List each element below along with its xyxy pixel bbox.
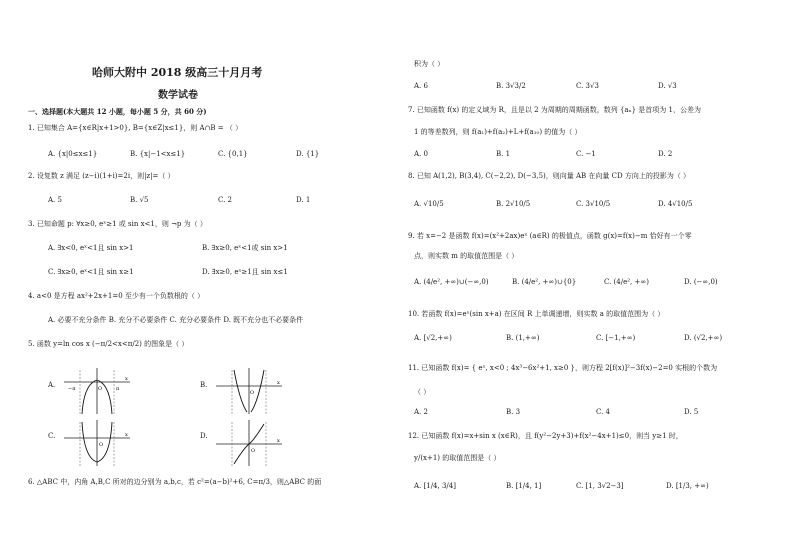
q8-option-b: B. 2√10/5 [496, 200, 531, 208]
question-8: 8. 已知 A(1,2), B(3,4), C(−2,2), D(−3,5)，则向量 AB 在向量 CD 方向上的投影为（ ） [408, 172, 691, 180]
q8-option-a: A. √10/5 [414, 200, 444, 208]
q4-options: A. 必要不充分条件 B. 充分不必要条件 C. 充分必要条件 D. 既不充分也不必要条件 [48, 316, 304, 324]
q10-option-a: A. [√2,+∞) [414, 334, 452, 342]
question-11-paren: （ ） [414, 388, 431, 396]
q9-option-b: B. (4/e², +∞)∪{0} [512, 278, 577, 286]
q2-option-d: D. 1 [296, 196, 311, 204]
graph-c [62, 418, 132, 468]
q12-option-d: D. [1/3, +∞) [666, 482, 709, 490]
q2-option-c: C. 2 [218, 196, 233, 204]
q3-option-b: B. ∃x≥0, eˣ<1或 sin x>1 [202, 244, 288, 252]
q11-option-c: C. 4 [596, 408, 611, 416]
question-12-line2: y/(x+1) 的取值范围是（ ） [414, 454, 501, 462]
question-12: 12. 已知函数 f(x)=x+sin x (x∈R)，且 f(y²−2y+3)+f(x²−4x+1)≤0，则当 y≥1 时， [408, 432, 683, 440]
q12-option-b: B. [1/4, 1] [506, 482, 542, 490]
question-10: 10. 若函数 f(x)=eˣ(sin x+a) 在区间 R 上单调递增，则实数 a 的取值范围为（ ） [408, 310, 665, 318]
question-11: 11. 已知函数 f(x)= { eˣ, x<0 ; 4x³−6x²+1, x≥0 }，则方程 2[f(x)]²−3f(x)−2=0 实根的个数为 [408, 364, 718, 372]
svg-text:O: O [98, 386, 103, 392]
q6-option-b: B. 3√3/2 [496, 82, 526, 90]
q3-option-d: D. ∃x≥0, eˣ≥1且 sin x≤1 [202, 268, 288, 276]
q5-option-b: B. [200, 381, 208, 389]
question-2: 2. 设复数 z 满足 (z−i)(1+i)=2i，则|z|=（ ） [28, 172, 175, 180]
q10-option-d: D. (√2,+∞) [684, 334, 723, 342]
q1-option-d: D. {1} [296, 150, 320, 158]
question-9-line2: 点，则实数 m 的取值范围是（ ） [414, 252, 519, 260]
question-1: 1. 已知集合 A={x∈R|x+1>0}, B={x∈Z|x≤1}，则 A∩B = （ ） [28, 124, 243, 132]
q11-option-b: B. 3 [506, 408, 521, 416]
q2-option-a: A. 5 [48, 196, 62, 204]
exam-title: 哈师大附中 2018 级高三十月月考 [92, 66, 263, 79]
svg-text:O: O [251, 448, 256, 454]
question-6: 6. △ABC 中，内角 A,B,C 所对的边分别为 a,b,c，若 c²=(a−b)²+6, C=π/3，则△ABC 的面 [28, 478, 322, 486]
question-5: 5. 函数 y=ln cos x (−π/2<x<π/2) 的图象是（ ） [28, 340, 189, 348]
question-9: 9. 若 x=−2 是函数 f(x)=(x²+2ax)eˣ (a∈R) 的极值点，函数 g(x)=f(x)−m 恰好有一个零 [408, 232, 692, 240]
q7-option-d: D. 2 [658, 150, 673, 158]
q6-option-c: C. 3√3 [576, 82, 599, 90]
svg-text:O: O [99, 442, 104, 448]
q9-option-d: D. (−∞,0) [684, 278, 718, 286]
q5-option-d: D. [200, 432, 208, 440]
q11-option-d: D. 5 [684, 408, 699, 416]
q6-option-a: A. 6 [414, 82, 428, 90]
q3-option-c: C. ∃x≥0, eˣ<1且 sin x≥1 [48, 268, 134, 276]
q2-option-b: B. √5 [130, 196, 149, 204]
q12-option-a: A. [1/4, 3/4] [414, 482, 456, 490]
question-7-line2: 1 的等差数列，则 f(a₁)+f(a₂)+L+f(a₁₀) 的值为（ ） [414, 128, 582, 136]
q9-option-a: A. (4/e², +∞)∪(−∞,0) [414, 278, 489, 286]
svg-text:O: O [250, 390, 255, 396]
q12-option-c: C. [1, 3√2−3] [576, 482, 624, 490]
graph-d [214, 418, 284, 468]
q7-option-a: A. 0 [414, 150, 428, 158]
svg-text:x: x [125, 432, 128, 438]
graph-a [62, 366, 132, 416]
q7-option-b: B. 1 [496, 150, 511, 158]
q1-option-c: C. {0,1} [218, 150, 248, 158]
svg-text:x: x [277, 380, 280, 386]
q10-option-c: C. [−1,+∞) [596, 334, 636, 342]
section-heading: 一、选择题(本大题共 12 小题，每小题 5 分，共 60 分) [28, 107, 207, 116]
svg-text:π: π [116, 386, 120, 392]
q3-option-a: A. ∃x<0, eˣ<1且 sin x>1 [48, 244, 134, 252]
q5-option-c: C. [48, 432, 56, 440]
question-7: 7. 已知函数 f(x) 的定义域为 R，且是以 2 为周期的周期函数，数列 {aₙ} 是首项为 1，公差为 [408, 106, 701, 114]
q7-option-c: C. −1 [576, 150, 596, 158]
question-4: 4. a<0 是方程 ax²+2x+1=0 至少有一个负数根的（ ） [28, 292, 205, 300]
q5-option-a: A. [48, 381, 56, 389]
question-3: 3. 已知命题 p: ∀x≥0, eˣ≥1 或 sin x<1，则 ¬p 为（ ） [28, 220, 207, 228]
graph-b [214, 366, 284, 416]
q8-option-c: C. 3√10/5 [576, 200, 611, 208]
q10-option-b: B. (1,+∞) [506, 334, 540, 342]
q11-option-a: A. 2 [414, 408, 428, 416]
svg-text:−π: −π [68, 386, 76, 392]
q9-option-c: C. (4/e², +∞) [604, 278, 649, 286]
q6-option-d: D. √3 [658, 82, 677, 90]
svg-text:x: x [125, 376, 128, 382]
q1-option-b: B. {x|−1<x≤1} [130, 150, 186, 158]
svg-text:x: x [277, 438, 280, 444]
exam-subtitle: 数学试卷 [158, 90, 198, 101]
question-6-continued: 积为（ ） [414, 60, 445, 68]
q8-option-d: D. 4√10/5 [658, 200, 693, 208]
q1-option-a: A. {x|0≤x≤1} [48, 150, 98, 158]
